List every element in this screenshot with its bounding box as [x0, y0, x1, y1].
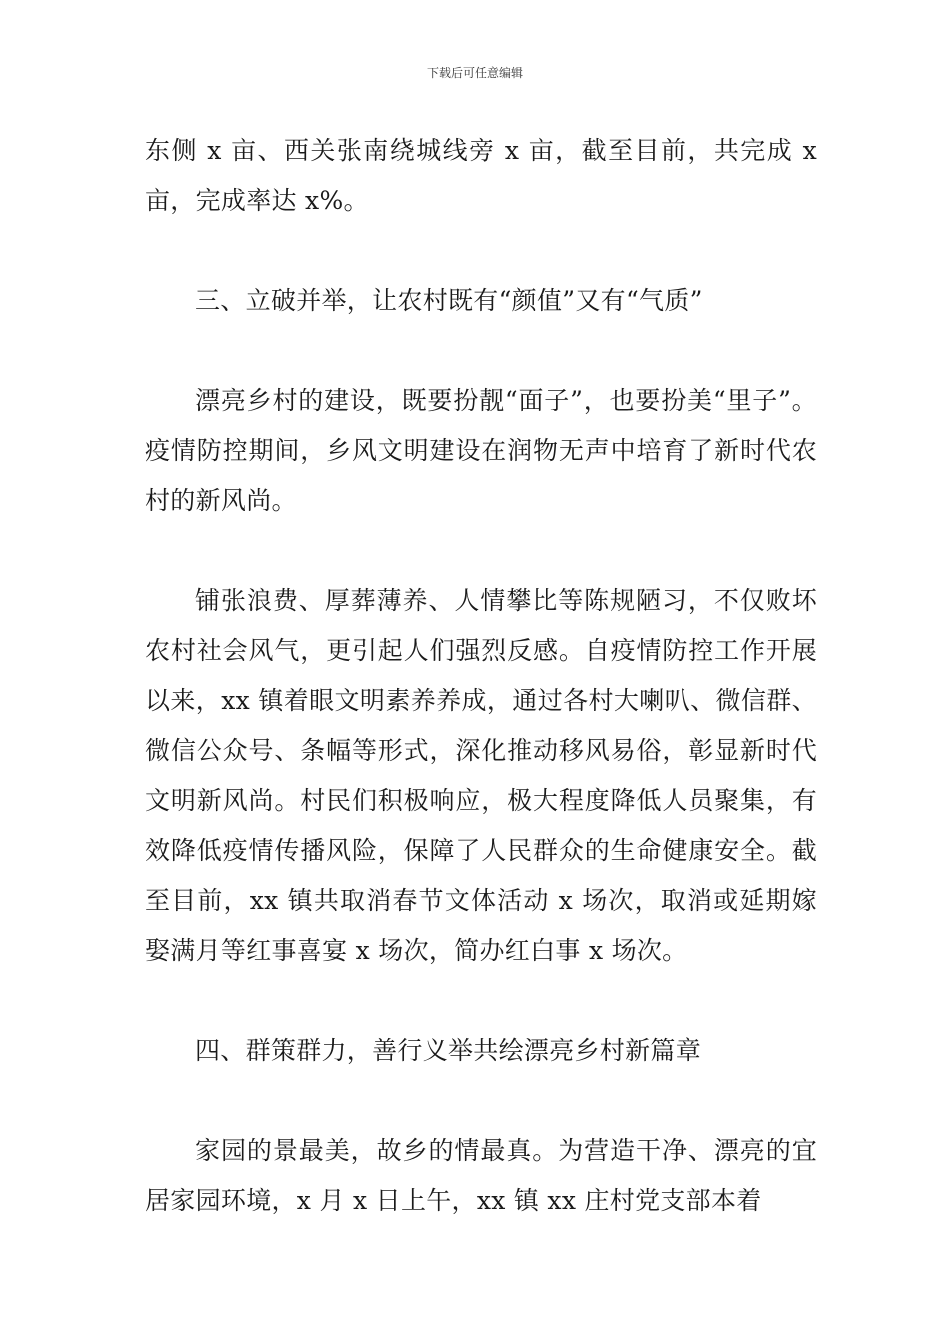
paragraph-gap	[145, 526, 817, 576]
paragraph-continuation: 东侧 x 亩、西关张南绕城线旁 x 亩，截至目前，共完成 x 亩，完成率达 x%。	[145, 136, 817, 215]
section-heading-four: 四、群策群力，善行义举共绘漂亮乡村新篇章	[195, 1036, 702, 1065]
document-body	[145, 126, 817, 1226]
section-heading-three: 三、立破并举，让农村既有“颜值”又有“气质”	[195, 286, 703, 315]
paragraph-village-style: 漂亮乡村的建设，既要扮靓“面子”，也要扮美“里子”。疫情防控期间，乡风文明建设在润物无声中培育了新时代农村的新风尚。	[145, 386, 817, 515]
paragraph-gap	[145, 226, 817, 276]
page-header-note: 下载后可任意编辑	[426, 66, 523, 80]
paragraph-gap	[145, 1076, 817, 1126]
paragraph-customs-reform: 铺张浪费、厚葬薄养、人情攀比等陈规陋习，不仅败坏农村社会风气，更引起人们强烈反感。自疫情防控工作开展以来，xx 镇着眼文明素养养成，通过各村大喇叭、微信群、微信公众号、条幅等形式，深化推动移风易俗，彰显新时代文明新风尚。村民们积极响应，极大程度降低人员聚集，有效降低疫情传播风险，保障了人民群众的生命健康安全。截至目前，xx 镇共取消春节文体活动 x 场次，取消或延期嫁娶满月等红事喜宴 x 场次，简办红白事 x 场次。	[145, 586, 817, 965]
paragraph-homeland: 家园的景最美，故乡的情最真。为营造干净、漂亮的宜居家园环境，x 月 x 日上午，xx 镇 xx 庄村党支部本着	[145, 1136, 817, 1215]
paragraph-gap	[145, 326, 817, 376]
paragraph-gap	[145, 976, 817, 1026]
